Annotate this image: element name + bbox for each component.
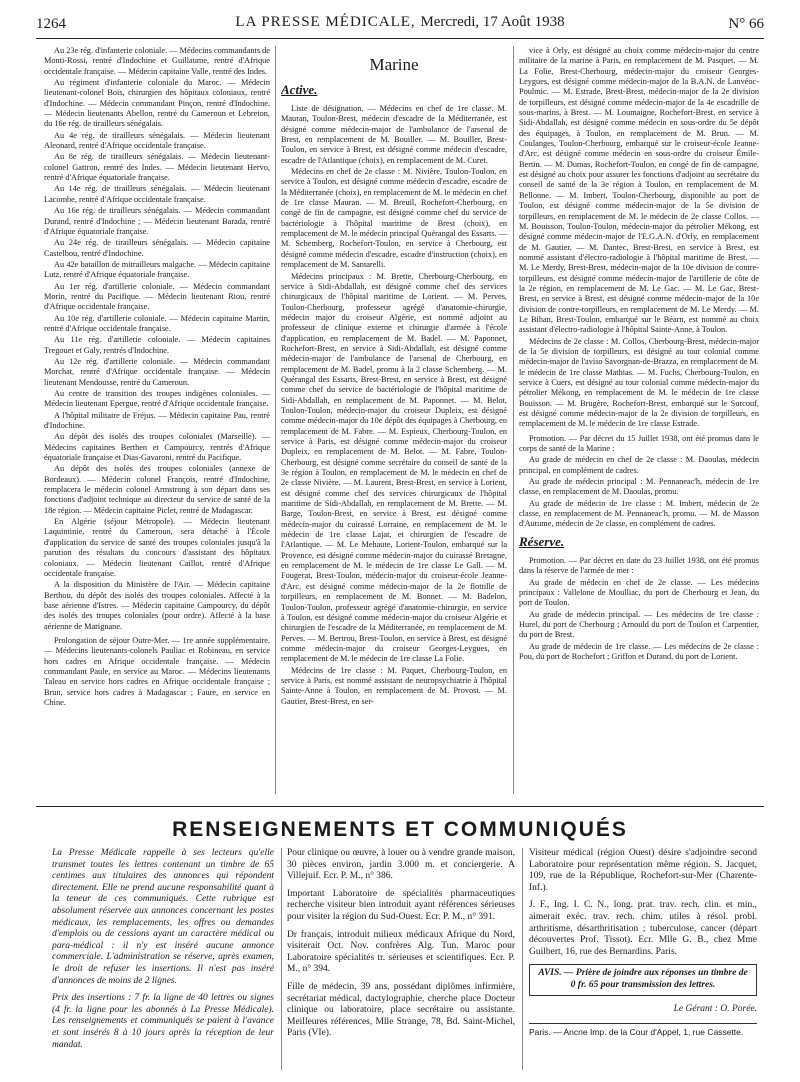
column-1	[44, 46, 270, 794]
subhead-active: Active.	[281, 82, 318, 97]
paragraph: Au grade de médecin principal. — Les médecins de 1re classe : Hurel, du port de Cherbourg ; Arnould du port de Toulon et Carpentier, du port de Brest.	[519, 609, 759, 640]
column-separator	[281, 848, 282, 1070]
column-2	[281, 46, 507, 794]
printer-line: Paris. — Ancne Imp. de la Cour d'Appel, 1, rue Cassette.	[529, 1023, 757, 1039]
paragraph-prolongation: Prolongation de séjour Outre-Mer. — 1re année supplémentaire. — Médecins lieutenants-colonels Pauliac et Robineau, en service hors cadres en Afrique occidentale française. — Médecin commandant Paule, en service au Maroc. — Médecins lieutenants Taleau en service hors cadres en Afrique occidentale française ; Brun, service hors cadres à Madagascar ; Faure, en service en Chine.	[44, 635, 270, 707]
paragraph: Au 23e rég. d'infanterie coloniale. — Médecins commandants de Monti-Rossi, rentré d'Indochine et Guillaume, rentré d'Afrique occidentale française. — Médecin capitaine Valle, rentré des Indes.	[44, 46, 270, 76]
paragraph: Promotion. — Par décret du 15 Juillet 1938, ont été promus dans le corps de santé de la Marine :	[519, 433, 759, 454]
gerant-line: Le Gérant : O. Porée.	[673, 1003, 757, 1014]
paragraph: Au 14e rég. de tirailleurs sénégalais. — Médecin lieutenant Lacombe, rentré d'Afrique occidentale française.	[44, 184, 270, 204]
paragraph: Au 16e rég. de tirailleurs sénégalais. — Médecin commandant Durand, rentré d'Indochine ; — Médecin lieutenant Barada, rentré d'Afrique équatoriale française.	[44, 206, 270, 236]
price-paragraph: Prix des insertions : 7 fr. la ligne de 40 lettres ou signes (4 fr. la ligne pour les abonnés à La Presse Médicale). Les renseignements et communiqués se paient à l'avance et sont insérés 8 à 10 jours après la réception de leur mandat.	[52, 993, 274, 1050]
classified-ad: Pour clinique ou œuvre, à louer ou à vendre grande maison, 30 pièces environ, jardin 3.000 m. et conciergerie. A Villejuif. Ecr. P. M., n° 386.	[287, 848, 515, 882]
notice-paragraph: La Presse Médicale rappelle à ses lecteurs qu'elle transmet toutes les lettres contenant un timbre de 65 centimes aux titulaires des annonces qui répondent directement. Elle ne prend aucune responsabilité quant à la teneur de ces communiqués. Cette rubrique est absolument réservée aux annonces concernant les postes médicaux, les remplacements, les offres ou demandes d'emplois ou de cessions ayant un caractère médical ou para-médical : il n'y est inséré aucune annonce commerciale. L'administration se réserve, après examen, le droit de refuser les insertions. Il n'est pas inséré d'annonces de moins de 2 lignes.	[52, 848, 274, 986]
classified-ad: Important Laboratoire de spécialités pharmaceutiques recherche visiteur bien introduit ayant références sérieuses pour visiter la région du Sud-Ouest. Ecr. P. M., n° 391.	[287, 888, 515, 922]
paragraph: Au 24e rég. de tirailleurs sénégalais. — Médecin capitaine Castelbou, rentré d'Indochine.	[44, 238, 270, 258]
bottom-column-1	[52, 848, 274, 1070]
banner-title: RENSEIGNEMENTS ET COMMUNIQUÉS	[172, 818, 628, 841]
avis-box: AVIS. — Prière de joindre aux réponses un timbre de 0 fr. 65 pour transmission des lettres.	[529, 964, 757, 995]
paragraph: Médecins de 2e classe : M. Collos, Cherbourg-Brest, médecin-major de la 5e division de torpilleurs, est désigné au tour colonial comme médecin-major de l'aviso Savorgnan-de-Brazza, en remplacement de M. le médecin de 1re classe Mathias. — M. Fuchs, Cherbourg-Toulon, en service à Cuers, est désigné au tour colonial comme médecin-major du pétrolier Mékong, en remplacement de M. le médecin de 1re classe Bouisson. — M. Brugère, Rochefort-Brest, embarqué sur le Surcouf, est désigné comme médecin-major de la 2e division de torpilleurs, en remplacement de M. le médecin de 1re classe Estrade.	[519, 336, 759, 429]
paragraph: Au régiment d'infanterie coloniale du Maroc. — Médecin lieutenant-colonel Bois, chirurgien des hôpitaux coloniaux, rentré d'Indochine. — Médecin commandant Pinçon, rentré d'Indochine. — Médecin lieutenants Abellon, rentré du Cameroun et Lebreton, du 16e rég. de tirailleurs sénégalais.	[44, 78, 270, 129]
paragraph: Promotion. — Par décret en date du 23 Juillet 1938, ont été promus dans la réserve de l'armée de mer :	[519, 555, 759, 576]
classified-ad: Dr français, introduit milieux médicaux Afrique du Nord, visiterait Oct. Nov. confrères Alg. Tun. Maroc pour Laboratoire spécialités tr. sérieuses et scientifiques. Ecr. P. M., n° 394.	[287, 929, 515, 975]
issue-number: N° 66	[728, 16, 764, 32]
classified-ad: Visiteur médical (région Ouest) désire s'adjoindre second Laboratoire pour représentation même région. S. Jacquet, 109, rue de la République, Rochefort-sur-Mer (Charente-Inf.).	[529, 848, 757, 893]
paragraph: Au 8e rég. de tirailleurs sénégalais. — Médecin lieutenant-colonel Gattron, rentré des Indes. — Médecin lieutenant Hervo, rentré d'Afrique équatoriale française.	[44, 152, 270, 183]
paragraph: Au grade de médecin de 1re classe : M. Imbert, médecin de 2e classe, en remplacement de M. Pennaneac'h, promu. — M. de Masson d'Autume, médecin de 2e classe, en complément de cadres.	[519, 498, 759, 529]
paragraph: Au 11e rég. d'artillerie coloniale. — Médecin capitaines Tregouet et Galy, rentrés d'Indochine.	[44, 335, 270, 355]
paragraph: A l'hôpital militaire de Fréjus. — Médecin capitaine Pau, rentré d'Indochine.	[44, 410, 270, 431]
paragraph: Au 12e rég. d'artillerie coloniale. — Médecin commandant Morchat, rentré d'Afrique occidentale française. — Médecin lieutenant Mendousse, rentré du Cameroun.	[44, 356, 270, 387]
paragraph: vice à Orly, est désigné au choix comme médecin-major du centre militaire de la marine à Paris, en remplacement de M. Pasquet. — M. La Folie, Brest-Cherbourg, médecin-major du croiseur Georges-Leygues, est désigné comme médecin-major de la B.A.N. de Lanvéoc-Poulmic. — M. Estrade, Brest-Brest, médecin-major de la 2e division de torpilleurs, est désigné comme médecin-major de la 4e escadrille de sous-marins, à Brest. — M. Loumaigne, Rochefort-Brest, en service à Sidi-Abdallah, est désigné comme médecin en sous-ordre du 5e dépôt des équipages, à Toulon, en remplacement de M. Brun. — M. Coulanges, Toulon-Cherbourg, embarqué sur le croiseur-école Jeanne-d'Arc, est désigné comme médecin en sous-ordre du croiseur Émile-Bertin. — M. Dumas, Rochefort-Toulon, en congé de fin de campagne, est désigné au choix pour assurer les fonctions d'adjoint au secrétaire du conseil de santé de la 3e région à Toulon, en remplacement de M. Bellonne. — M. Imbert, Toulon-Cherbourg, disponible au port de Toulon, est désigné comme médecin-major de la 5e division de torpilleurs, en remplacement de M. le médecin de 2e classe Collos. — M. Bouisson, Toulon-Toulon, médecin-major du pétrolier Mékong, est désigné comme médecin-major de l'E.G.A.N. d'Orly, en remplacement de M. Gautier. — M. Dantec, Brest-Brest, en service à Brest, est nommé assistant d'électro-radiologie à l'hôpital maritime de Brest. — M. Le Merdy, Brest-Brest, médecin-major de la 10e division de contre-torpilleurs, est désigné comme médecin-major de l'artillerie de côte de la 2e région, en remplacement de M. Le Gac. — M. Le Gac, Brest-Brest, en service à Brest, est désigné comme médecin-major de la 10e division de contre-torpilleurs, en remplacement de M. Le Merdy. — M. Le Bihan, Brest-Toulon, embarqué sur le Béarn, est nommé au choix assistant d'électro-radiologie à l'hôpital Sainte-Anne, à Toulon.	[519, 46, 759, 335]
classified-ad: J. F., Ing. I. C. N., long. prat. trav. rech. clin. et min., aimerait exéc. trav. rech. chim. utiles à résol. probl. arthritisme, désarthritisation ; tuberculose, cancer (départ découvertes Prof. Tissot). Ecr. Mlle G. B., chez Mme Guilbert, 16, rue des Bernardins. Paris.	[529, 900, 757, 957]
paragraph: Au dépôt des isolés des troupes coloniales (Marseille). — Médecins capitaines Berthen et Campourcy, rentrés d'Afrique équatoriale française et Dias-Gavaroni, rentré du Pacifique.	[44, 432, 270, 463]
page-header	[36, 12, 764, 36]
column-separator	[522, 848, 523, 1070]
paragraph: Au grade de médecin de 1re classe. — Les médecins de 2e classe : Pou, du port de Rochefort ; Griffon et Durand, du port de Lorient.	[519, 641, 759, 661]
paragraph: Médecins de 1re classe : M. Paquet, Cherbourg-Toulon, en service à Paris, est nommé assistant de neuropsychiatrie à l'hôpital Sainte-Anne à Toulon, en remplacement de M. Provost. — M. Gautier, Brest-Brest, en ser-	[281, 665, 507, 706]
header-rule	[36, 38, 764, 39]
paragraph: Au 4e rég. de tirailleurs sénégalais. — Médecin lieutenant Aleonard, rentré d'Afrique occidentale française.	[44, 130, 270, 151]
paragraph: En Algérie (séjour Métropole). — Médecin lieutenant Laquintinie, rentré du Cameroun, sera détaché à l'École d'application du service de santé des troupes coloniales jusqu'à la parution des résultats du concours d'assistant des hôpitaux coloniaux. — Médecin lieutenant Caillot, rentré d'Afrique occidentale française.	[44, 517, 270, 578]
issue-date: Mercredi, 17 Août 1938	[420, 14, 565, 30]
paragraph: Au 42e bataillon de mitrailleurs malgache. — Médecin capitaine Lutz, rentré d'Afrique équatoriale française.	[44, 259, 270, 280]
column-separator	[513, 46, 514, 794]
paragraph: Au 1er rég. d'artillerie coloniale. — Médecin commandant Morin, rentré du Pacifique. — Médecin lieutenant Riou, rentré d'Afrique occidentale française.	[44, 281, 270, 312]
paragraph: Au grade de médecin en chef de 2e classe. — Les médecins principaux : Vallelone de Moulliac, du port de Cherbourg et Jean, du port de Toulon.	[519, 577, 759, 608]
paragraph: Médecins en chef de 2e classe : M. Nivière, Toulon-Toulon, en service à Toulon, est désigné comme médecin d'escadre, escadre de la Méditerranée (choix), en remplacement de M. le médecin en chef de 1re classe Mauran. — M. Breuil, Rochefort-Cherbourg, en congé de fin de campagne, est désigné comme chef du service de bactériologie à l'hôpital maritime de Brest (choix), en remplacement de M. le médecin principal Quérangal des Essarts. — M. Schemberg, Rochefort-Toulon, en service à Cherbourg, est désigné comme médecin d'escadre, escadre d'instruction (choix), en remplacement de M. Santarelli.	[281, 167, 507, 270]
paragraph: Au 10e rég. d'artillerie coloniale. — Médecin capitaine Martin, rentré d'Afrique occidentale française.	[44, 313, 270, 333]
paragraph: A la disposition du Ministère de l'Air. — Médecin capitaine Berthou, du dépôt des isolés des troupes coloniales. Affecté à la base aérienne d'Istres. — Médecin capitaine Campourcy, du dépôt des isolés des troupes coloniales (pour ordre). Affecté à la base aérienne de Marignane.	[44, 580, 270, 631]
paragraph: Au grade de médecin principal : M. Pennaneac'h, médecin de 1re classe, en remplacement de M. Daoulas, promu.	[519, 477, 759, 497]
bottom-column-2	[287, 848, 515, 1070]
column-separator	[275, 46, 276, 794]
paragraph: Au centre de transition des troupes indigènes coloniales. — Médecin lieutenant Epergue, rentré d'Afrique occidentale française.	[44, 389, 270, 409]
journal-title	[36, 14, 764, 31]
section-rule	[36, 806, 764, 807]
journal-name: LA PRESSE MÉDICALE,	[235, 14, 416, 30]
page-number: 1264	[36, 16, 66, 32]
section-title-marine: Marine	[369, 55, 419, 74]
subhead-reserve: Réserve.	[519, 533, 565, 549]
classified-ad: Fille de médecin, 39 ans, possédant diplômes infirmière, secrétariat médical, dactylographie, cherche place Docteur clinique ou laboratoire, place secrétaire ou assistante. Meilleures références, Mlle Strange, 78, Bd. Saint-Michel, Paris (VIe).	[287, 981, 515, 1039]
paragraph: Au dépôt des isolés des troupes coloniales (annexe de Bordeaux). — Médecin colonel François, rentré d'Indochine, remplacera le médecin colonel Armstrong à son départ dans ses fonctions d'adjoint technique au directeur du service de santé de la 18e région. — Médecin capitaine Piclet, rentré de Madagascar.	[44, 464, 270, 515]
bottom-column-3	[529, 848, 757, 1070]
paragraph: Médecins principaux : M. Brette, Cherbourg-Cherbourg, en service à Sidi-Abdallah, est désigné comme chef des services chirurgicaux de l'hôpital maritime de Lorient. — M. Perves, Toulon-Cherbourg, professeur agrégé d'anatomie-chirurgie, médecin major du croiseur Algérie, est nommé adjoint au professeur de clinique externe et chirurgie d'armée à l'école d'application, en remplacement de M. Badel. — M. Paponnet, Rochefort-Brest, en service à Sidi-Abdallah, est désigné comme médecin-major de l'ambulance de l'arsenal de Cherbourg, en remplacement de M. Badel, promu à la 2 classe Schemberg. — M. Quérangal des Essarts, Brest-Brest, en service à Brest, est désigné comme chef du service de bactériologie de l'hôpital maritime de Sidi-Abdallah, en remplacement de M. Paponnet. — M. Belot, Toulon-Toulon, médecin-major du croiseur Dupleix, est désigné comme médecin-major du 10e dépôt des équipages à Cherbourg, en remplacement de M. Fabre. — M. Espieux, Cherbourg-Toulon, en service à Paris, est désigné comme médecin-major du croiseur Dupleix, en remplacement de M. Belot. — M. Fabre, Toulon-Cherbourg, est désigné comme secrétaire du conseil de santé de la 3e région à Toulon, en remplacement de M. le médecin en chef de 2e classe Nivière. — M. Laurent, Brest-Brest, en service à Lorient, est désigné comme chef des services chirurgicaux de l'hôpital maritime de Sidi-Abdallah, en remplacement de M. Brette. — M. Barge, Toulon-Brest, en service à Brest, est désigné comme médecin-major du cuirassé Lorraine, en remplacement de M. le médecin de 1re classe Lajat, et chirurgien de l'escadre de l'Atlantique. — M. Le Mehaute, Lorient-Toulon, embarqué sur la Provence, est désigné comme médecin-major du cuirassé Bretagne, en remplacement de M. le médecin de 1re classe Le Gall. — M. Fougerat, Brest-Toulon, médecin-major du croiseur-école Jeanne-d'Arc, est désigné comme médecin-major de la 2e flottille de torpilleurs, en remplacement de M. Bonnet. — M. Badelon, Toulon-Toulon, professeur agrégé d'anatomie-chirurgie, en service à Toulon, est désigné comme médecin-major du croiseur Algérie et chirurgien de l'escadre de la Méditerranée, en remplacement de M. Perves. — M. Bertrou, Brest-Toulon, en service à Brest, est désigné comme médecin-major du croiseur Georges-Leygues, en remplacement de M. le médecin de 1re classe La Folie.	[281, 271, 507, 664]
column-3	[519, 46, 759, 794]
paragraph: Au grade de médecin en chef de 2e classe : M. Daoulas, médecin principal, en complément de cadres.	[519, 455, 759, 475]
paragraph: Liste de désignation. — Médecins en chef de 1re classe. M. Mauran, Toulon-Brest, médecin d'escadre de la Méditerranée, est désigné comme médecin-major de l'ambulance de l'arsenal de Brest, en remplacement de M. Bouiller. — M. Bouiller, Brest-Toulon, en service à Brest, est désigné comme médecin d'escadre, escadre de l'Atlantique (choix), en remplacement de M. Curet.	[281, 104, 507, 165]
